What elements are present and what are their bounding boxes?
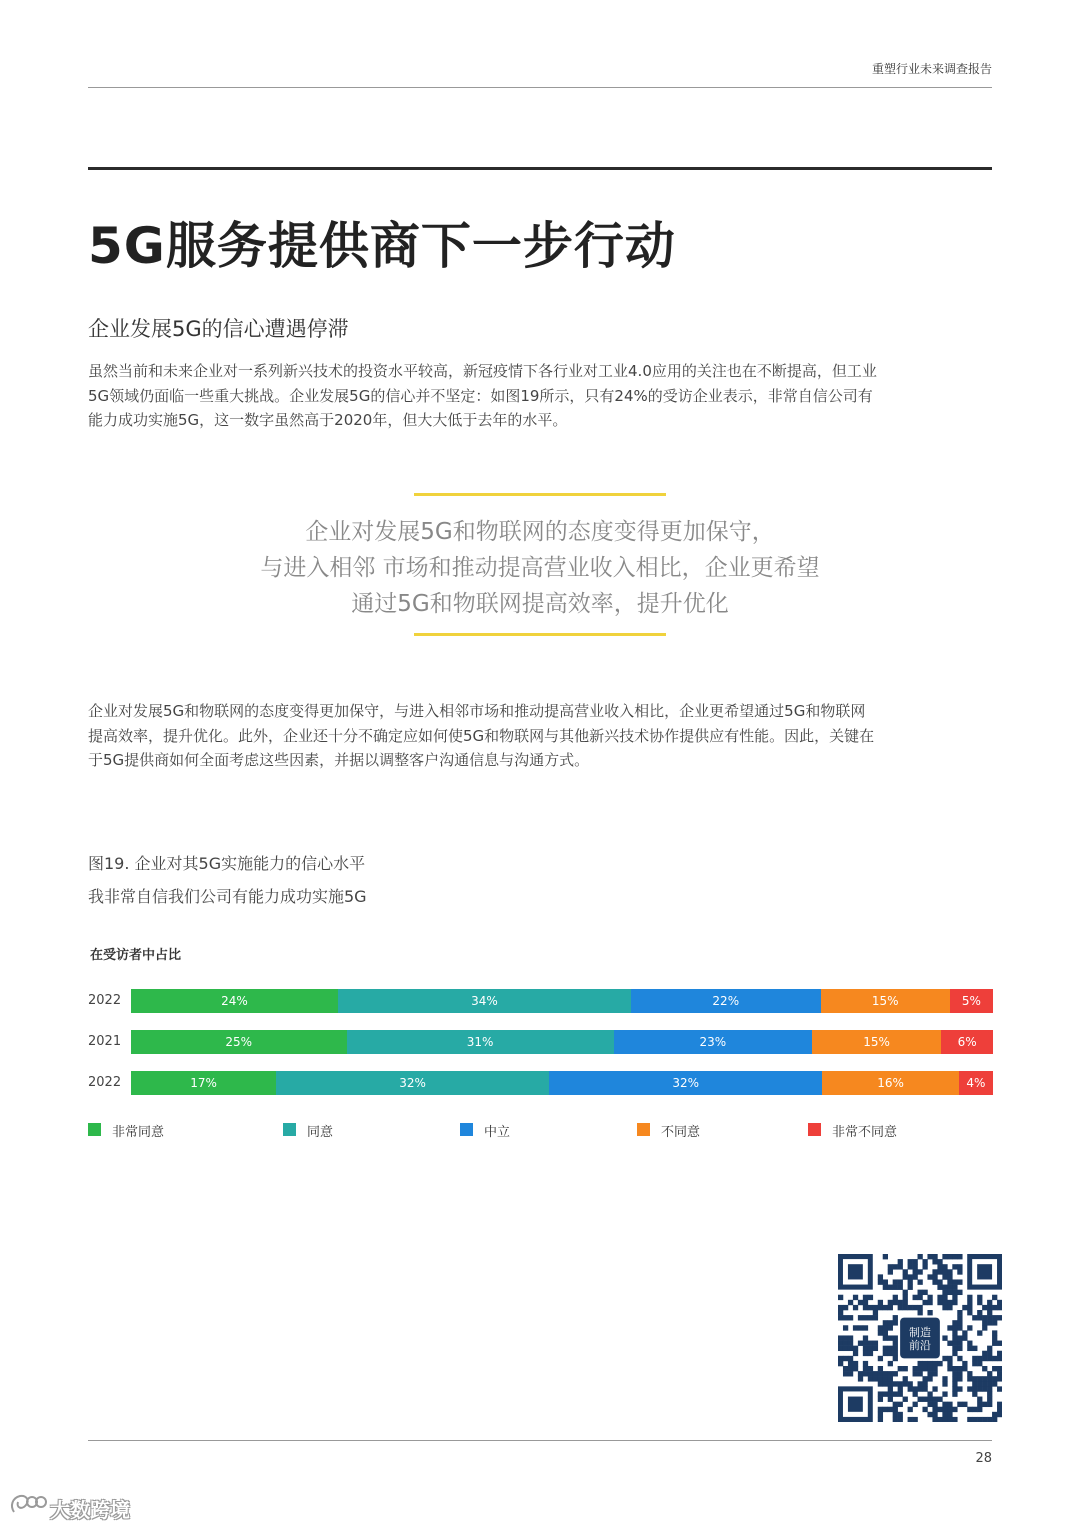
header-divider	[88, 87, 992, 88]
legend-label: 非常不同意	[832, 1125, 898, 1140]
title-top-rule	[88, 167, 992, 170]
data-label: 31%	[466, 1035, 494, 1049]
legend-label: 同意	[307, 1125, 334, 1140]
page-number: 28	[975, 1451, 992, 1466]
data-label: 24%	[221, 994, 248, 1008]
data-label: 17%	[190, 1076, 217, 1090]
intro-paragraph	[88, 359, 998, 433]
row-label: 2022	[88, 993, 122, 1008]
page-title: 5G服务提供商下一步行动	[88, 217, 676, 275]
figure-caption: 图19. 企业对其5G实施能力的信心水平	[88, 854, 366, 873]
qr-center-label: 制造	[909, 1326, 931, 1339]
data-label: 34%	[471, 994, 498, 1008]
pull-quote-line: 企业对发展5G和物联网的态度变得更加保守，	[305, 519, 775, 545]
data-label: 22%	[712, 994, 740, 1008]
data-label: 16%	[877, 1076, 904, 1090]
qr-center-label: 前沿	[909, 1339, 931, 1352]
intro-line: 虽然当前和未来企业对一系列新兴技术的投资水平较高，新冠疫情下各行业对工业4.0应用的关注也在不断提高，但工业	[88, 362, 877, 380]
data-label: 5%	[961, 994, 981, 1008]
quote-bottom-rule	[414, 633, 666, 636]
intro-line: 5G领域仍面临一些重大挑战。企业发展5G的信心并不坚定：如图19所示，只有24%的受访企业表示，非常自信公司有	[88, 386, 873, 405]
qr-code-graphic	[838, 1254, 1002, 1422]
axis-caption: 在受访者中占比	[90, 948, 182, 963]
body-line: 于5G提供商如何全面考虑这些因素，并据以调整客户沟通信息与沟通方式。	[88, 751, 590, 769]
data-label: 15%	[871, 994, 899, 1008]
body-paragraph	[88, 699, 998, 773]
data-label: 6%	[957, 1035, 977, 1049]
section-heading: 企业发展5G的信心遭遇停滞	[88, 317, 349, 341]
bar-row	[131, 989, 993, 1013]
data-label: 25%	[225, 1035, 253, 1049]
quote-top-rule	[414, 493, 666, 496]
row-label: 2022	[88, 1075, 122, 1090]
watermark-logo-icon	[8, 1490, 48, 1520]
data-label: 32%	[399, 1076, 426, 1090]
legend-label: 中立	[484, 1125, 511, 1140]
legend-swatch	[283, 1123, 296, 1136]
body-line: 企业对发展5G和物联网的态度变得更加保守，与进入相邻市场和推动提高营业收入相比，企业更希望通过5G和物联网	[88, 702, 866, 720]
pull-quote-line: 与进入相邻 市场和推动提高营业收入相比，企业更希望	[260, 555, 820, 581]
data-label: 23%	[699, 1035, 727, 1049]
qr-code	[838, 1254, 1002, 1422]
footer-divider	[88, 1440, 992, 1441]
legend-label: 非常同意	[112, 1125, 165, 1140]
running-header: 重塑行业未来调查报告	[871, 62, 992, 76]
legend-swatch	[460, 1123, 473, 1136]
legend-label: 不同意	[661, 1125, 701, 1140]
watermark	[8, 1490, 130, 1522]
legend-swatch	[808, 1123, 821, 1136]
figure-subtitle: 我非常自信我们公司有能力成功实施5G	[88, 887, 367, 906]
row-label: 2021	[88, 1034, 122, 1049]
watermark-text: 大数跨境	[50, 1498, 130, 1522]
bar-row	[131, 1071, 993, 1095]
bar-row	[131, 1030, 993, 1054]
intro-line: 能力成功实施5G，这一数字虽然高于2020年，但大大低于去年的水平。	[88, 411, 568, 429]
legend-swatch	[88, 1123, 101, 1136]
data-label: 4%	[966, 1076, 986, 1090]
body-line: 提高效率，提升优化。此外，企业还十分不确定应如何使5G和物联网与其他新兴技术协作提供应有性能。因此，关键在	[88, 726, 875, 745]
data-label: 15%	[863, 1035, 890, 1049]
data-label: 32%	[672, 1076, 700, 1090]
legend-swatch	[637, 1123, 650, 1136]
pull-quote-line: 通过5G和物联网提高效率，提升优化	[351, 591, 729, 617]
